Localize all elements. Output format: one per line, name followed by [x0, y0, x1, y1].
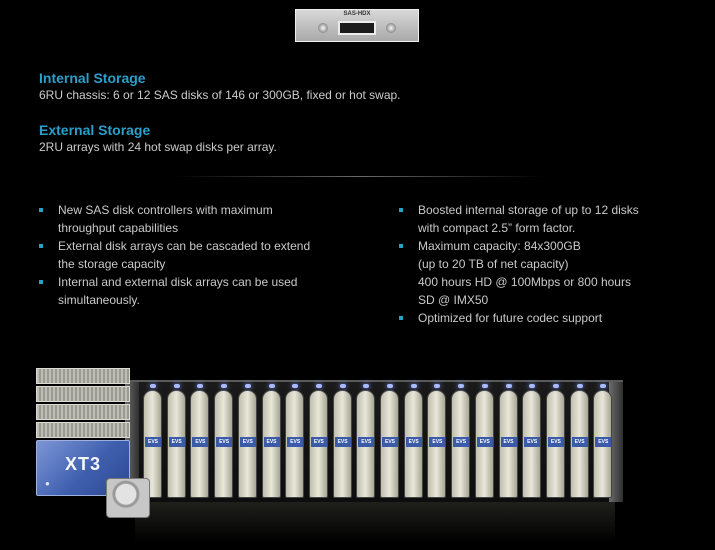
divider [175, 176, 545, 177]
status-led-icon [387, 384, 393, 388]
status-led-icon [292, 384, 298, 388]
drive-bay [356, 390, 375, 498]
drive-tray [36, 404, 130, 420]
drive-bay [404, 390, 423, 498]
bullet-icon [39, 280, 43, 284]
drive-bay [285, 390, 304, 498]
screw-icon [318, 23, 328, 33]
status-led-icon [269, 384, 275, 388]
feature-line: Internal and external disk arrays can be used [58, 275, 298, 289]
bullet-icon [399, 316, 403, 320]
drive-bay [262, 390, 281, 498]
status-led-icon [197, 384, 203, 388]
bay-label: EVS [548, 437, 564, 447]
feature-line: Optimized for future codec support [418, 311, 603, 325]
drive-bay [380, 390, 399, 498]
bay-label: EVS [429, 437, 445, 447]
bay-label: EVS [477, 437, 493, 447]
bay-label: EVS [169, 437, 185, 447]
status-led-icon [174, 384, 180, 388]
feature-line: New SAS disk controllers with maximum [58, 203, 273, 217]
bay-label: EVS [453, 437, 469, 447]
rack-reflection [135, 502, 615, 542]
bay-label: EVS [382, 437, 398, 447]
status-led-icon [316, 384, 322, 388]
status-led-icon [458, 384, 464, 388]
external-storage-section [39, 122, 277, 155]
feature-line: simultaneously. [58, 293, 140, 307]
module-label: SAS-HDX [343, 11, 371, 17]
port-icon [338, 21, 376, 35]
drive-bay [522, 390, 541, 498]
xt3-logo: XT3 [65, 454, 102, 474]
drive-bay [475, 390, 494, 498]
bay-label: EVS [216, 437, 232, 447]
list-item [399, 237, 699, 309]
bay-label: EVS [335, 437, 351, 447]
bay-label: EVS [501, 437, 517, 447]
status-led-icon [482, 384, 488, 388]
feature-line: SD @ IMX50 [418, 293, 489, 307]
bay-label: EVS [358, 437, 374, 447]
sas-hdx-module-image [295, 9, 419, 42]
internal-storage-section [39, 70, 401, 103]
status-led-icon [411, 384, 417, 388]
bay-label: EVS [240, 437, 256, 447]
bullet-icon [399, 244, 403, 248]
drive-bay [333, 390, 352, 498]
feature-list-left [39, 201, 369, 309]
drive-bay [238, 390, 257, 498]
bullet-icon [39, 208, 43, 212]
list-item [39, 201, 369, 237]
drive-bay [167, 390, 186, 498]
feature-line: Maximum capacity: 84x300GB [418, 239, 581, 253]
list-item [399, 309, 699, 327]
feature-line: the storage capacity [58, 257, 166, 271]
drive-tray [36, 386, 130, 402]
bullet-icon [39, 244, 43, 248]
screw-icon [386, 23, 396, 33]
external-storage-title: External Storage [39, 122, 151, 138]
feature-line: External disk arrays can be cascaded to extend [58, 239, 311, 253]
status-led-icon [245, 384, 251, 388]
status-led-icon [529, 384, 535, 388]
internal-storage-text: 6RU chassis: 6 or 12 SAS disks of 146 or 300GB, fixed or hot swap. [39, 88, 401, 102]
feature-line: Boosted internal storage of up to 12 disks [418, 203, 639, 217]
list-item [39, 237, 369, 273]
feature-line: (up to 20 TB of net capacity) [418, 257, 569, 271]
drive-bay [427, 390, 446, 498]
drive-tray [36, 422, 130, 438]
status-led-icon [340, 384, 346, 388]
drive-tray [36, 368, 130, 384]
status-led-icon [363, 384, 369, 388]
feature-line: with compact 2.5” form factor. [418, 221, 576, 235]
server-drive-trays [36, 368, 130, 440]
bay-label: EVS [572, 437, 588, 447]
feature-line: 400 hours HD @ 100Mbps or 800 hours [418, 275, 631, 289]
drive-bay [309, 390, 328, 498]
drive-bay [499, 390, 518, 498]
status-led-icon [434, 384, 440, 388]
drive-bay [451, 390, 470, 498]
hard-disk-image [106, 478, 150, 518]
bay-label: EVS [595, 437, 611, 447]
status-led-icon [577, 384, 583, 388]
drive-bay [214, 390, 233, 498]
drive-bay [593, 390, 612, 498]
drive-bay [190, 390, 209, 498]
bullet-icon [399, 208, 403, 212]
status-led-icon [506, 384, 512, 388]
feature-list-right [399, 201, 699, 327]
feature-line: throughput capabilities [58, 221, 179, 235]
status-led-icon [221, 384, 227, 388]
drive-bay [570, 390, 589, 498]
disk-array-image [125, 380, 623, 502]
bay-label: EVS [406, 437, 422, 447]
bay-label: EVS [311, 437, 327, 447]
bay-label: EVS [287, 437, 303, 447]
bay-label: EVS [192, 437, 208, 447]
list-item [39, 273, 369, 309]
drive-bay [546, 390, 565, 498]
status-led-icon [553, 384, 559, 388]
list-item [399, 201, 699, 237]
signal-icon: ● [45, 479, 50, 488]
status-led-icon [600, 384, 606, 388]
bay-label: EVS [524, 437, 540, 447]
status-led-icon [150, 384, 156, 388]
internal-storage-title: Internal Storage [39, 70, 146, 86]
external-storage-text: 2RU arrays with 24 hot swap disks per array. [39, 140, 277, 154]
bay-label: EVS [145, 437, 161, 447]
bay-label: EVS [264, 437, 280, 447]
